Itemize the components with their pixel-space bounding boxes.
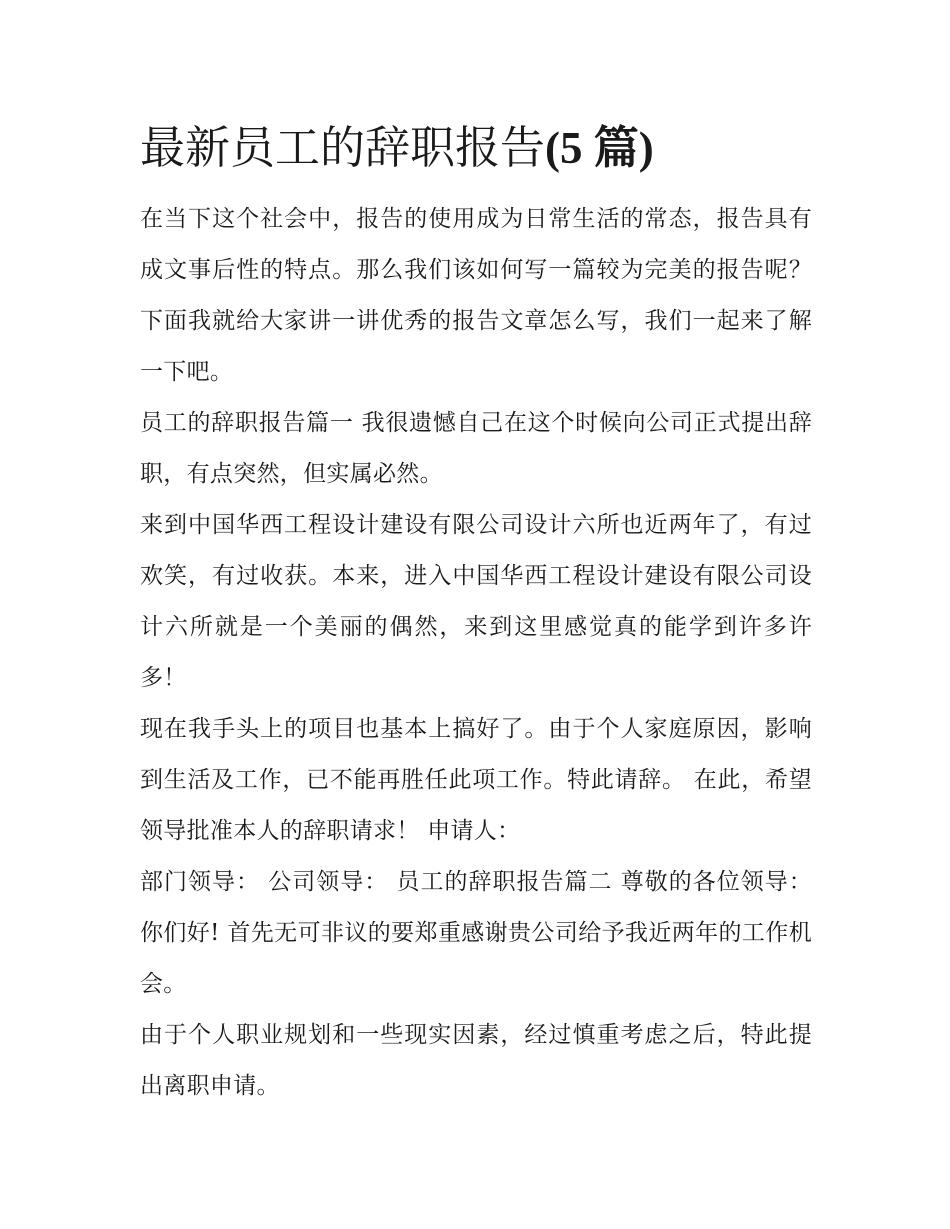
paragraph-company-experience: 来到中国华西工程设计建设有限公司设计六所也近两年了，有过欢笑，有过收获。本来，进入中国华西工程设计建设有限公司设计六所就是一个美丽的偶然，来到这里感觉真的能学到许多许多！ xyxy=(140,512,812,691)
paragraph-career-planning: 由于个人职业规划和一些现实因素，经过慎重考虑之后，特此提出离职申请。 xyxy=(140,1022,812,1099)
title-count: (5 篇) xyxy=(545,123,654,173)
document-page xyxy=(140,112,812,1112)
title-text: 最新员工的辞职报告 xyxy=(140,121,546,174)
paragraph-report-two-opening: 部门领导： 公司领导： 员工的辞职报告篇二 尊敬的各位领导： 你们好! 首先无可非议的要郑重感谢贵公司给予我近两年的工作机会。 xyxy=(140,869,812,997)
paragraph-resignation-reason: 现在我手头上的项目也基本上搞好了。由于个人家庭原因，影响到生活及工作，已不能再胜任此项工作。特此请辞。 在此，希望领导批准本人的辞职请求！ 申请人： xyxy=(140,716,812,844)
document-body xyxy=(140,194,812,1112)
document-title xyxy=(140,112,812,184)
paragraph-report-one-opening: 员工的辞职报告篇一 我很遗憾自己在这个时候向公司正式提出辞职，有点突然，但实属必然。 xyxy=(140,410,812,487)
paragraph-intro: 在当下这个社会中，报告的使用成为日常生活的常态，报告具有成文事后性的特点。那么我们该如何写一篇较为完美的报告呢？下面我就给大家讲一讲优秀的报告文章怎么写，我们一起来了解一下吧。 xyxy=(140,206,812,385)
